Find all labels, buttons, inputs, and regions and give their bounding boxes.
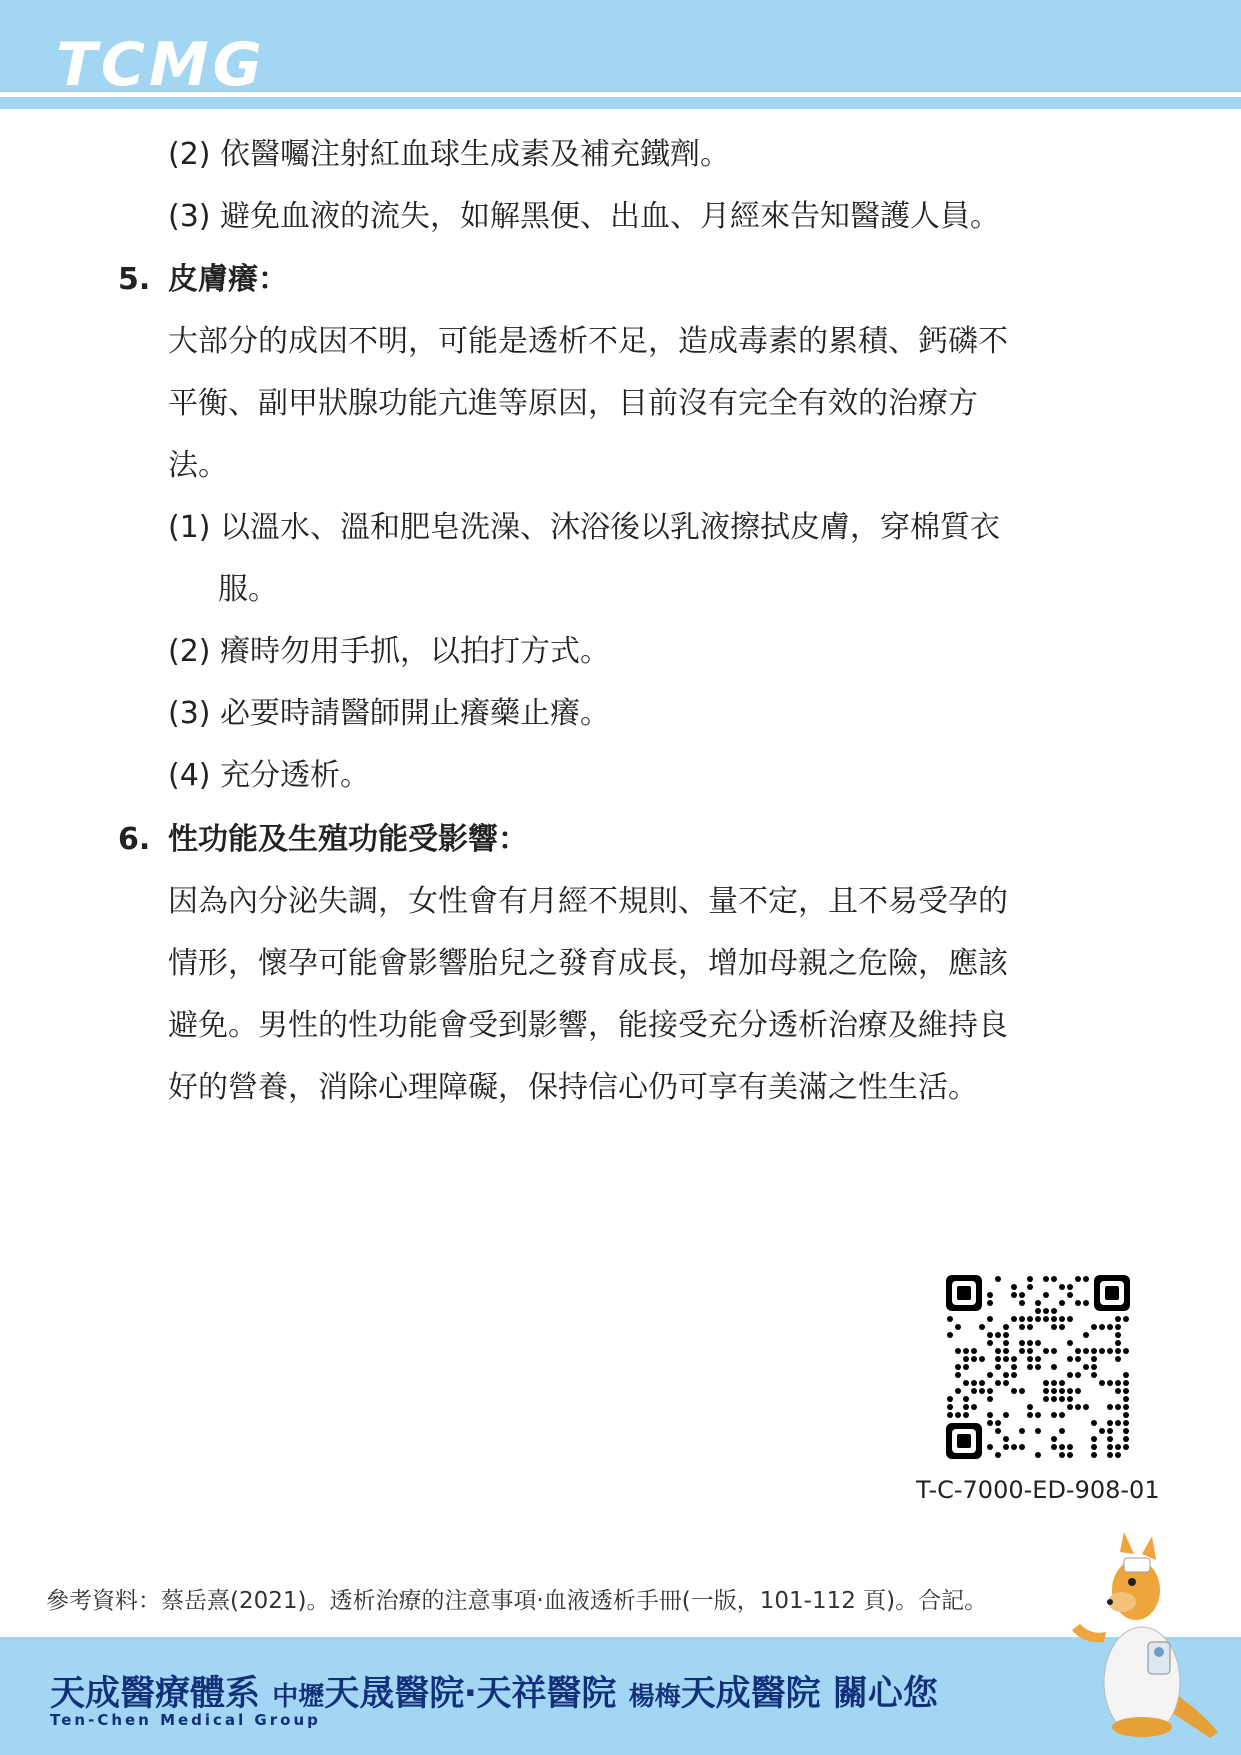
paragraph-line: 因為內分泌失調，女性會有月經不規則、量不定，且不易受孕的 <box>168 884 1008 919</box>
slogan: 關心您 <box>832 1674 938 1714</box>
paragraph-line: 情形，懷孕可能會影響胎兒之發育成長，增加母親之危險，應該 <box>168 946 1008 981</box>
group-english-name: Ten-Chen Medical Group <box>50 1711 321 1729</box>
document-code: T-C-7000-ED-908-01 <box>916 1476 1160 1504</box>
section-number: 5. <box>118 262 151 297</box>
list-item: (3) 必要時請醫師開止癢藥止癢。 <box>168 696 611 731</box>
paragraph-line: 避免。男性的性功能會受到影響，能接受充分透析治療及維持良 <box>168 1008 1008 1043</box>
list-item: (4) 充分透析。 <box>168 758 371 793</box>
location-label: 楊梅 <box>628 1682 681 1712</box>
list-item: (2) 癢時勿用手抓，以拍打方式。 <box>168 634 611 669</box>
list-item: (1) 以溫水、溫和肥皂洗澡、沐浴後以乳液擦拭皮膚，穿棉質衣 <box>168 510 1001 545</box>
list-item: (2) 依醫囑注射紅血球生成素及補充鐵劑。 <box>168 137 731 172</box>
section-title: 性功能及生殖功能受影響： <box>168 822 528 857</box>
kangaroo-doctor-mascot-icon <box>1070 1532 1220 1742</box>
section-number: 6. <box>118 822 151 857</box>
tcmg-logo: TCMG <box>56 30 266 100</box>
hospital-names: 天晟醫院‧天祥醫院 <box>324 1674 617 1714</box>
list-item-continuation: 服。 <box>218 572 278 607</box>
section-heading <box>118 260 288 300</box>
paragraph-line: 大部分的成因不明，可能是透析不足，造成毒素的累積、鈣磷不 <box>168 324 1008 359</box>
hospital-name: 天成醫院 <box>680 1674 821 1714</box>
qr-code[interactable] <box>946 1275 1130 1459</box>
section-title: 皮膚癢： <box>168 262 288 297</box>
paragraph-line: 平衡、副甲狀腺功能亢進等原因，目前沒有完全有效的治療方 <box>168 386 978 421</box>
group-name: 天成醫療體系 <box>50 1674 261 1714</box>
list-item: (3) 避免血液的流失，如解黑便、出血、月經來告知醫護人員。 <box>168 199 1001 234</box>
paragraph-line: 法。 <box>168 448 228 483</box>
location-label: 中壢 <box>272 1682 325 1712</box>
section-heading <box>118 820 528 860</box>
paragraph-line: 好的營養，消除心理障礙，保持信心仍可享有美滿之性生活。 <box>168 1070 978 1105</box>
footer-hospital-group <box>50 1666 938 1716</box>
reference-citation: 參考資料：蔡岳熹(2021)。透析治療的注意事項‧血液透析手冊(一版，101-112 頁)。合記。 <box>46 1588 988 1614</box>
